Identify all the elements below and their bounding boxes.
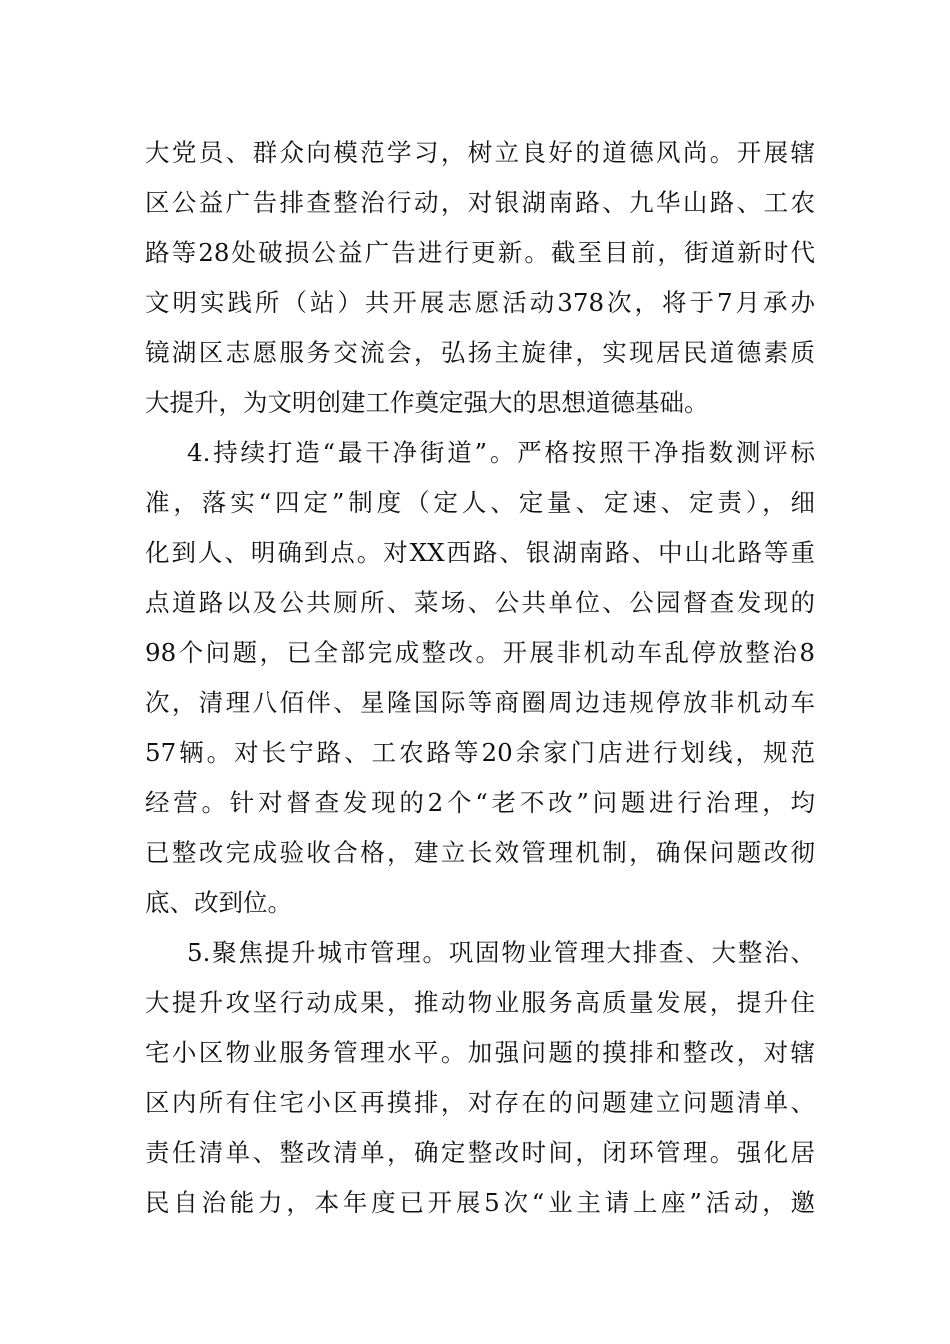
text-line: 次，清理八佰伴、星隆国际等商圈周边违规停放非机动车 [145,688,815,717]
text-line: 区公益广告排查整治行动，对银湖南路、九华山路、工农 [145,188,815,217]
text-line: 责任清单、整改清单，确定整改时间，闭环管理。强化居 [145,1138,815,1167]
text-line: 宅小区物业服务管理水平。加强问题的摸排和整改，对辖 [145,1038,815,1067]
text-line: 大党员、群众向模范学习，树立良好的道德风尚。开展辖 [145,138,815,167]
text-line: 57辆。对长宁路、工农路等20余家门店进行划线，规范 [145,738,815,767]
text-line: 底、改到位。 [145,888,292,917]
text-line: 5.聚焦提升城市管理。巩固物业管理大排查、大整治、 [187,938,815,967]
paragraph-civilization-practice [145,128,815,428]
text-line: 98个问题，已全部完成整改。开展非机动车乱停放整治8 [145,638,815,667]
text-line: 路等28处破损公益广告进行更新。截至目前，街道新时代 [145,238,815,267]
document-body [145,128,815,1228]
text-line: 文明实践所（站）共开展志愿活动378次，将于7月承办 [145,288,815,317]
text-line: 化到人、明确到点。对XX西路、银湖南路、中山北路等重 [145,538,815,567]
text-line: 大提升，为文明创建工作奠定强大的思想道德基础。 [145,388,709,417]
text-line: 准，落实“四定”制度（定人、定量、定速、定责），细 [145,488,815,517]
text-line: 镜湖区志愿服务交流会，弘扬主旋律，实现居民道德素质 [145,338,815,367]
paragraph-cleanest-street [145,428,815,928]
text-line: 经营。针对督查发现的2个“老不改”问题进行治理，均 [145,788,815,817]
text-line: 区内所有住宅小区再摸排，对存在的问题建立问题清单、 [145,1088,815,1117]
text-line: 点道路以及公共厕所、菜场、公共单位、公园督查发现的 [145,588,815,617]
text-line: 大提升攻坚行动成果，推动物业服务高质量发展，提升住 [145,988,815,1017]
text-line: 4.持续打造“最干净街道”。严格按照干净指数测评标 [187,438,815,467]
text-line: 已整改完成验收合格，建立长效管理机制，确保问题改彻 [145,838,815,867]
text-line: 民自治能力，本年度已开展5次“业主请上座”活动，邀 [145,1188,815,1217]
paragraph-city-management [145,928,815,1228]
